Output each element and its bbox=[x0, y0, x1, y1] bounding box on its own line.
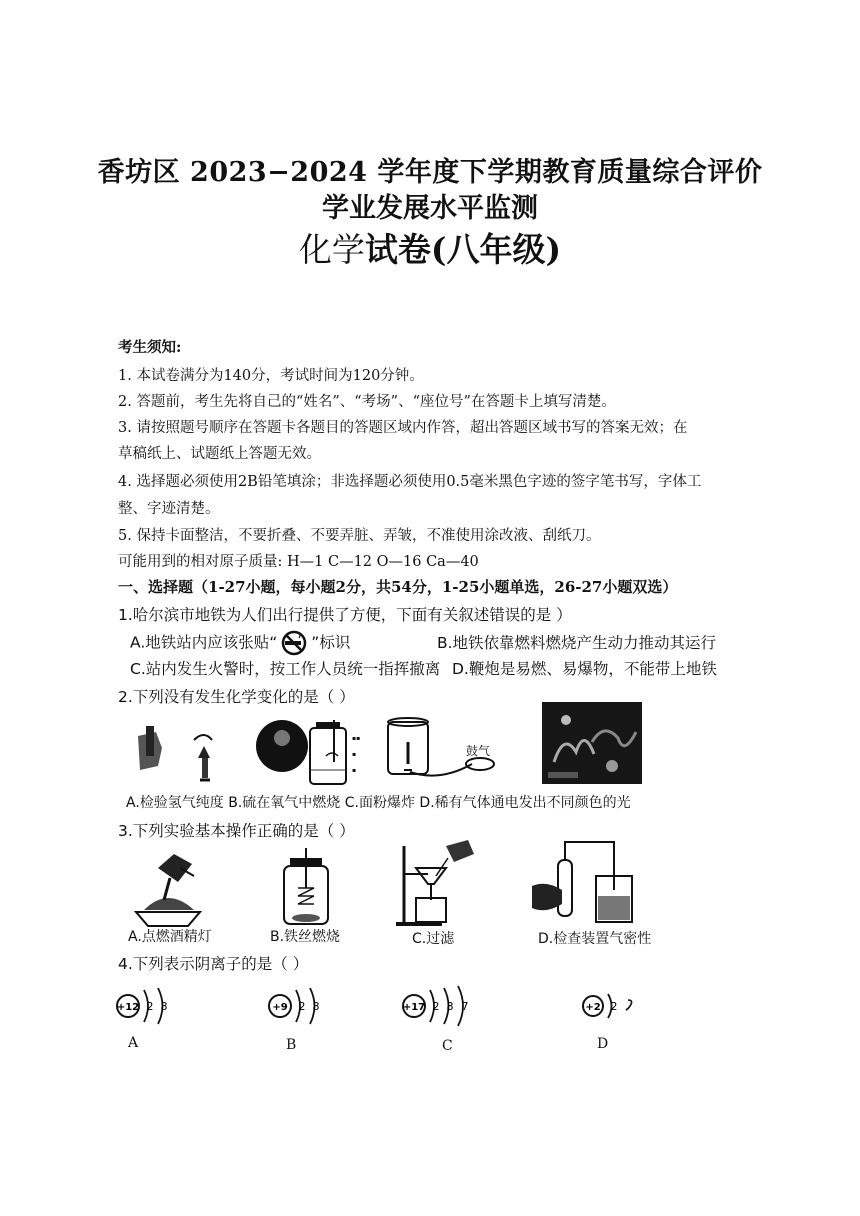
subject-label: 化学 bbox=[298, 230, 365, 269]
shell-electrons: 7 bbox=[461, 1000, 469, 1013]
q3-option-a: A.点燃酒精灯 bbox=[128, 929, 212, 945]
airtightness-check-figure bbox=[530, 836, 640, 928]
shell-electrons: 8 bbox=[312, 1000, 320, 1013]
question-2-stem: 2.下列没有发生化学变化的是（ ） bbox=[118, 688, 355, 706]
section-heading: 一、选择题（1-27小题，每小题2分，共54分，1-25小题单选，26-27小题双选） bbox=[118, 578, 678, 596]
q2-options-caption: A.检验氢气纯度 B.硫在氧气中燃烧 C.面粉爆炸 D.稀有气体通电发出不同颜色的光 bbox=[126, 795, 631, 811]
q1-option-b: B.地铁依靠燃料燃烧产生动力推动其运行 bbox=[437, 634, 717, 652]
q4-option-d-label: D bbox=[597, 1036, 609, 1052]
notice-item: 4. 选择题必须使用2B铅笔填涂；非选择题必须使用0.5毫米黑色字迹的签字笔书写，字体工 bbox=[118, 474, 702, 490]
shell-electrons: 8 bbox=[446, 1000, 454, 1013]
atomic-mass-line: 可能用到的相对原子质量: H—1 C—12 O—16 Ca—40 bbox=[118, 554, 479, 570]
question-3-stem: 3.下列实验基本操作正确的是（ ） bbox=[118, 822, 355, 840]
no-smoking-icon bbox=[277, 630, 311, 656]
svg-text:▪: ▪ bbox=[352, 751, 357, 758]
q3-option-c: C.过滤 bbox=[412, 931, 455, 947]
sulfur-combustion-figure bbox=[254, 716, 374, 792]
notice-item: 3. 请按照题号顺序在答题卡各题目的答题区域内作答，超出答题区域书写的答案无效；在 bbox=[118, 420, 688, 436]
nucleus-charge: +17 bbox=[402, 1002, 426, 1013]
notice-heading: 考生须知: bbox=[118, 339, 182, 356]
ion-diagram-d bbox=[580, 988, 640, 1024]
shell-electrons: 2 bbox=[146, 1000, 154, 1013]
svg-text:▪▪: ▪▪ bbox=[352, 735, 361, 742]
filtration-figure bbox=[392, 836, 482, 928]
ion-diagram-b bbox=[266, 984, 336, 1028]
nucleus-charge: +12 bbox=[116, 1002, 140, 1013]
q4-option-c-label: C bbox=[442, 1038, 453, 1054]
iron-wire-combustion-figure bbox=[276, 848, 336, 928]
svg-text:▪: ▪ bbox=[352, 767, 357, 774]
ion-diagram-c bbox=[400, 984, 480, 1028]
paper-label: 试卷(八年级) bbox=[364, 230, 562, 269]
shell-electrons: 2 bbox=[432, 1000, 440, 1013]
ion-diagram-a bbox=[114, 984, 184, 1028]
notice-item: 整、字迹清楚。 bbox=[118, 501, 220, 517]
q1-option-c: C.站内发生火警时，按工作人员统一指挥撤离 bbox=[130, 660, 441, 678]
q4-option-b-label: B bbox=[286, 1037, 297, 1053]
exam-title-line3 bbox=[0, 224, 860, 271]
shell-electrons: 2 bbox=[610, 1000, 618, 1013]
hydrogen-purity-test-figure bbox=[128, 718, 228, 788]
shell-electrons: 2 bbox=[298, 1000, 306, 1013]
q4-option-a-label: A bbox=[128, 1035, 139, 1051]
notice-item: 1. 本试卷满分为140分，考试时间为120分钟。 bbox=[118, 368, 424, 384]
exam-title-line2: 学业发展水平监测 bbox=[322, 193, 538, 224]
notice-item: 2. 答题前，考生先将自己的“姓名”、“考场”、“座位号”在答题卡上填写清楚。 bbox=[118, 394, 616, 410]
alcohol-lamp-figure bbox=[130, 848, 210, 928]
q1-option-d: D.鞭炮是易燃、易爆物，不能带上地铁 bbox=[452, 660, 717, 678]
exam-title-line1: 香坊区 2023−2024 学年度下学期教育质量综合评价 bbox=[97, 157, 763, 188]
shell-electrons: 8 bbox=[160, 1000, 168, 1013]
noble-gas-lights-figure bbox=[542, 702, 642, 784]
notice-item: 草稿纸上、试题纸上答题无效。 bbox=[118, 446, 321, 462]
q3-option-d: D.检查装置气密性 bbox=[538, 931, 652, 947]
question-1-stem: 1.哈尔滨市地铁为人们出行提供了方便，下面有关叙述错误的是 ） bbox=[118, 606, 572, 624]
nucleus-charge: +2 bbox=[585, 1002, 601, 1013]
nucleus-charge: +9 bbox=[272, 1002, 288, 1013]
question-4-stem: 4.下列表示阴离子的是（ ） bbox=[118, 955, 309, 973]
air-label: 鼓气 bbox=[466, 744, 491, 758]
q3-option-b: B.铁丝燃烧 bbox=[270, 929, 341, 945]
notice-item: 5. 保持卡面整洁，不要折叠、不要弄脏、弄皱，不准使用涂改液、刮纸刀。 bbox=[118, 528, 601, 544]
q1-option-a: A.地铁站内应该张贴“ ”标识 bbox=[130, 630, 350, 656]
